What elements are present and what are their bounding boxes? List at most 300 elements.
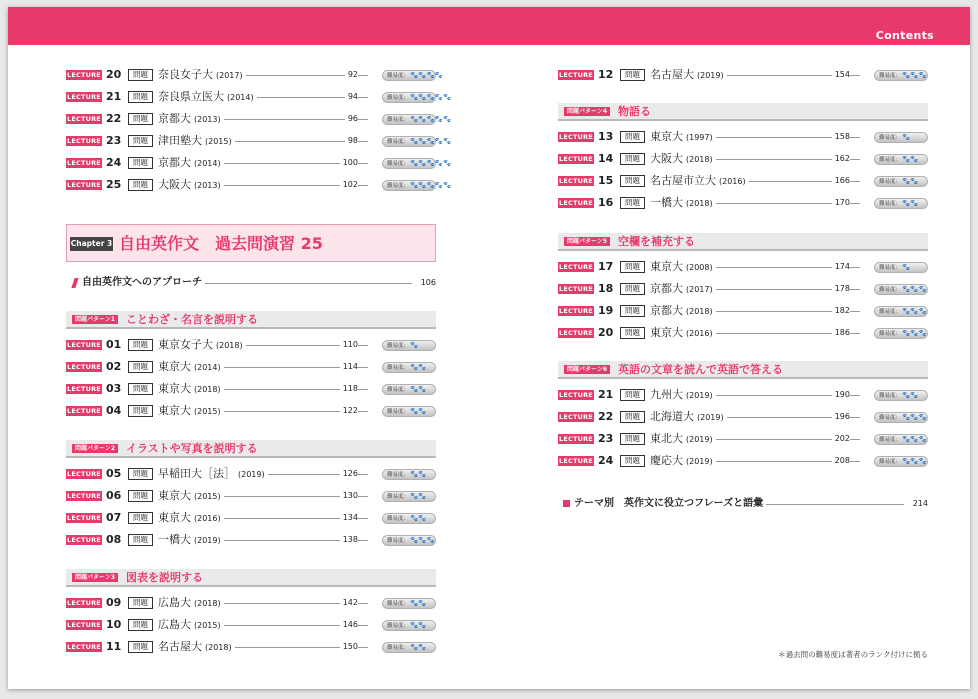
difficulty-badge <box>382 362 436 373</box>
lecture-number: 25 <box>106 178 122 191</box>
school-name-wrap <box>158 639 235 656</box>
school-name-wrap <box>650 409 727 426</box>
lecture-row[interactable] <box>66 381 436 397</box>
difficulty-badge <box>874 176 928 187</box>
mondai-tag: 問題 <box>128 69 153 81</box>
lecture-row[interactable] <box>558 151 928 167</box>
mondai-tag: 問題 <box>620 175 645 187</box>
school-name-wrap <box>158 89 257 106</box>
lecture-tag: LECTURE <box>559 177 593 185</box>
page-number: 94 <box>345 89 358 105</box>
school-name: 大阪大 <box>650 152 683 165</box>
paw-icon: 🐾🐾🐾 <box>902 413 927 421</box>
lecture-row[interactable] <box>558 325 928 341</box>
lecture-row[interactable] <box>66 133 452 149</box>
lecture-row[interactable] <box>558 195 928 211</box>
mondai-tag: 問題 <box>620 433 645 445</box>
footnote: ＊過去問の難易度は著者のランク付けに拠る <box>778 650 928 659</box>
paw-icon: 🐾🐾🐾 <box>902 329 927 337</box>
paw-icon: 🐾🐾🐾🐾🐾 <box>410 137 452 145</box>
lecture-tag: LECTURE <box>67 643 101 651</box>
difficulty-label: 難易度： <box>387 139 410 145</box>
difficulty-badge <box>382 513 436 524</box>
lecture-row[interactable] <box>66 466 436 482</box>
school-name: 広島大 <box>158 618 191 631</box>
paw-icon: 🐾🐾🐾🐾🐾 <box>410 181 452 189</box>
school-name-wrap <box>158 381 224 398</box>
lecture-tag: LECTURE <box>559 133 593 141</box>
exam-year: (2018) <box>686 155 713 164</box>
difficulty-label: 難易度： <box>387 117 410 123</box>
lecture-row[interactable] <box>66 595 436 611</box>
difficulty-label: 難易度： <box>879 179 902 185</box>
exam-year: (2018) <box>205 643 232 652</box>
header-title: Contents <box>875 29 934 42</box>
mondai-tag: 問題 <box>128 157 153 169</box>
difficulty-badge <box>874 306 928 317</box>
mondai-tag: 問題 <box>620 411 645 423</box>
mondai-tag: 問題 <box>128 91 153 103</box>
paw-icon: 🐾🐾🐾 <box>410 536 435 544</box>
difficulty-label: 難易度： <box>387 472 410 478</box>
lecture-tag: LECTURE <box>67 115 101 123</box>
difficulty-badge <box>382 136 452 147</box>
mondai-tag: 問題 <box>128 619 153 631</box>
lecture-row[interactable] <box>558 281 928 297</box>
school-name-wrap <box>158 617 224 634</box>
mondai-tag: 問題 <box>128 383 153 395</box>
pattern-tag: 問題パターン5 <box>564 237 610 246</box>
lecture-row[interactable] <box>558 409 928 425</box>
paw-icon: 🐾🐾🐾🐾 <box>410 71 444 79</box>
pattern-header <box>66 569 436 587</box>
school-name: 東京女子大 <box>158 338 213 351</box>
page-number: 96 <box>345 111 358 127</box>
chapter-banner <box>66 224 436 262</box>
page-number: 182 <box>832 303 850 319</box>
page-number: 158 <box>832 129 850 145</box>
paw-icon: 🐾🐾 <box>902 391 919 399</box>
mondai-tag: 問題 <box>128 490 153 502</box>
pattern-tag: 問題パターン2 <box>72 444 118 453</box>
lecture-row[interactable] <box>66 67 444 83</box>
mondai-tag: 問題 <box>620 283 645 295</box>
school-name-wrap <box>158 155 224 172</box>
lecture-number: 15 <box>598 174 614 187</box>
lecture-tag: LECTURE <box>67 363 101 371</box>
school-name: 慶応大 <box>650 454 683 467</box>
exam-year: (2015) <box>194 621 221 630</box>
lecture-row[interactable] <box>558 431 928 447</box>
paw-icon: 🐾🐾🐾🐾🐾 <box>410 93 452 101</box>
school-name: 京都大 <box>158 156 191 169</box>
school-name: 京都大 <box>650 304 683 317</box>
lecture-row[interactable] <box>558 173 928 189</box>
school-name-wrap <box>650 281 716 298</box>
paw-icon: 🐾🐾🐾 <box>902 457 927 465</box>
difficulty-label: 難易度： <box>387 601 410 607</box>
page-number: 110 <box>340 337 358 353</box>
pattern-title: イラストや写真を説明する <box>126 442 258 455</box>
paw-icon: 🐾🐾 <box>410 363 427 371</box>
exam-year: (2016) <box>686 329 713 338</box>
paw-icon: 🐾🐾 <box>410 492 427 500</box>
mondai-tag: 問題 <box>620 455 645 467</box>
difficulty-label: 難易度： <box>879 287 902 293</box>
lecture-number: 21 <box>598 388 614 401</box>
difficulty-badge <box>874 154 928 165</box>
lecture-number: 16 <box>598 196 614 209</box>
page-number: 154 <box>832 67 850 83</box>
theme-entry[interactable] <box>558 496 928 512</box>
pattern-tag: 問題パターン4 <box>564 107 610 116</box>
chapter-title: 自由英作文 過去問演習 25 <box>119 234 323 253</box>
mondai-tag: 問題 <box>620 153 645 165</box>
school-name: 名古屋大 <box>158 640 202 653</box>
lecture-tag: LECTURE <box>67 159 101 167</box>
lecture-tag: LECTURE <box>559 391 593 399</box>
exam-year: (2017) <box>686 285 713 294</box>
lecture-row[interactable] <box>558 129 928 145</box>
paw-icon: 🐾🐾 <box>902 199 919 207</box>
lecture-number: 18 <box>598 282 614 295</box>
mondai-tag: 問題 <box>620 69 645 81</box>
lecture-number: 05 <box>106 467 122 480</box>
school-name-wrap <box>650 259 716 276</box>
lecture-number: 10 <box>106 618 122 631</box>
difficulty-label: 難易度： <box>879 437 902 443</box>
difficulty-badge <box>874 70 928 81</box>
exam-year: (1997) <box>686 133 713 142</box>
school-name: 東京大 <box>158 511 191 524</box>
lecture-number: 14 <box>598 152 614 165</box>
lecture-number: 23 <box>106 134 122 147</box>
lecture-tag: LECTURE <box>559 285 593 293</box>
difficulty-label: 難易度： <box>387 183 410 189</box>
paw-icon: 🐾 <box>410 341 419 349</box>
difficulty-badge <box>382 620 436 631</box>
difficulty-badge <box>874 132 928 143</box>
school-name: 東北大 <box>650 432 683 445</box>
pattern-header <box>66 440 436 458</box>
square-bullet-icon <box>563 500 570 507</box>
theme-page: 214 <box>910 496 928 512</box>
lecture-row[interactable] <box>66 177 452 193</box>
paw-icon: 🐾🐾 <box>902 155 919 163</box>
lecture-row[interactable] <box>66 617 436 633</box>
pattern-title: 物語る <box>618 105 651 118</box>
school-name: 奈良女子大 <box>158 68 213 81</box>
school-name-wrap <box>158 133 235 150</box>
lecture-tag: LECTURE <box>559 307 593 315</box>
difficulty-label: 難易度： <box>387 95 410 101</box>
school-name-wrap <box>650 431 716 448</box>
paw-icon: 🐾🐾 <box>410 407 427 415</box>
difficulty-label: 難易度： <box>387 623 410 629</box>
mondai-tag: 問題 <box>128 641 153 653</box>
page-number: 202 <box>832 431 850 447</box>
exam-year: (2016) <box>194 514 221 523</box>
lecture-tag: LECTURE <box>67 181 101 189</box>
school-name: 大阪大 <box>158 178 191 191</box>
page-number: 130 <box>340 488 358 504</box>
exam-year: (2015) <box>194 492 221 501</box>
school-name-wrap <box>158 403 224 420</box>
lecture-number: 17 <box>598 260 614 273</box>
difficulty-label: 難易度： <box>387 387 410 393</box>
difficulty-label: 難易度： <box>879 157 902 163</box>
school-name: 東京大 <box>650 260 683 273</box>
paw-icon: 🐾🐾 <box>410 470 427 478</box>
mondai-tag: 問題 <box>620 261 645 273</box>
exam-year: (2018) <box>194 599 221 608</box>
approach-entry[interactable] <box>66 275 436 291</box>
paw-icon: 🐾🐾🐾🐾🐾 <box>410 159 452 167</box>
paw-icon: 🐾 <box>902 133 911 141</box>
school-name: 津田塾大 <box>158 134 202 147</box>
page-number: 102 <box>340 177 358 193</box>
lecture-tag: LECTURE <box>67 621 101 629</box>
difficulty-badge <box>874 198 928 209</box>
mondai-tag: 問題 <box>128 597 153 609</box>
lecture-row[interactable] <box>558 67 928 83</box>
difficulty-label: 難易度： <box>387 343 410 349</box>
difficulty-badge <box>382 406 436 417</box>
lecture-number: 03 <box>106 382 122 395</box>
lecture-row[interactable] <box>66 337 436 353</box>
lecture-row[interactable] <box>558 453 928 469</box>
pencil-icon <box>71 278 78 288</box>
lecture-number: 20 <box>598 326 614 339</box>
exam-year: (2019) <box>194 536 221 545</box>
school-name: 北海道大 <box>650 410 694 423</box>
lecture-number: 09 <box>106 596 122 609</box>
paw-icon: 🐾🐾 <box>902 177 919 185</box>
school-name-wrap <box>158 337 246 354</box>
page-number: 166 <box>832 173 850 189</box>
lecture-tag: LECTURE <box>67 385 101 393</box>
exam-year: (2013) <box>194 181 221 190</box>
school-name: 東京大 <box>650 326 683 339</box>
paw-icon: 🐾🐾 <box>410 643 427 651</box>
difficulty-label: 難易度： <box>387 409 410 415</box>
difficulty-badge <box>382 158 452 169</box>
difficulty-badge <box>382 491 436 502</box>
page-number: 134 <box>340 510 358 526</box>
school-name-wrap <box>158 466 268 483</box>
lecture-tag: LECTURE <box>559 263 593 271</box>
lecture-row[interactable] <box>66 639 436 655</box>
exam-year: (2014) <box>227 93 254 102</box>
difficulty-badge <box>382 340 436 351</box>
mondai-tag: 問題 <box>128 339 153 351</box>
exam-year: (2018) <box>194 385 221 394</box>
lecture-tag: LECTURE <box>67 514 101 522</box>
paw-icon: 🐾🐾🐾 <box>902 285 927 293</box>
school-name: 奈良県立医大 <box>158 90 224 103</box>
pattern-header <box>558 361 928 379</box>
lecture-tag: LECTURE <box>559 71 593 79</box>
school-name: 早稲田大［法］ <box>158 467 235 480</box>
page-number: 100 <box>340 155 358 171</box>
pattern-tag: 問題パターン1 <box>72 315 118 324</box>
lecture-row[interactable] <box>558 303 928 319</box>
school-name-wrap <box>650 173 749 190</box>
exam-year: (2014) <box>194 363 221 372</box>
school-name: 広島大 <box>158 596 191 609</box>
pattern-tag: 問題パターン6 <box>564 365 610 374</box>
lecture-tag: LECTURE <box>67 407 101 415</box>
lecture-row[interactable] <box>66 111 452 127</box>
school-name: 東京大 <box>650 130 683 143</box>
paw-icon: 🐾🐾 <box>410 599 427 607</box>
school-name-wrap <box>650 151 716 168</box>
theme-title: テーマ別 英作文に役立つフレーズと語彙 <box>574 496 766 512</box>
lecture-tag: LECTURE <box>67 137 101 145</box>
mondai-tag: 問題 <box>128 361 153 373</box>
lecture-number: 06 <box>106 489 122 502</box>
pattern-header <box>558 103 928 121</box>
page-number: 170 <box>832 195 850 211</box>
page-number: 186 <box>832 325 850 341</box>
school-name-wrap <box>650 195 716 212</box>
difficulty-badge <box>382 469 436 480</box>
lecture-number: 08 <box>106 533 122 546</box>
difficulty-label: 難易度： <box>387 365 410 371</box>
exam-year: (2019) <box>238 470 265 479</box>
approach-page: 106 <box>418 275 436 291</box>
lecture-row[interactable] <box>558 259 928 275</box>
lecture-row[interactable] <box>66 155 452 171</box>
lecture-number: 04 <box>106 404 122 417</box>
mondai-tag: 問題 <box>128 405 153 417</box>
school-name-wrap <box>158 532 224 549</box>
lecture-tag: LECTURE <box>67 341 101 349</box>
difficulty-label: 難易度： <box>879 331 902 337</box>
lecture-tag: LECTURE <box>559 457 593 465</box>
school-name: 名古屋大 <box>650 68 694 81</box>
difficulty-label: 難易度： <box>387 73 410 79</box>
paw-icon: 🐾🐾🐾🐾🐾 <box>410 115 452 123</box>
difficulty-label: 難易度： <box>879 201 902 207</box>
lecture-number: 22 <box>106 112 122 125</box>
difficulty-badge <box>382 114 452 125</box>
difficulty-badge <box>382 92 452 103</box>
pattern-title: ことわざ・名言を説明する <box>126 313 258 326</box>
exam-year: (2014) <box>194 159 221 168</box>
difficulty-badge <box>382 642 436 653</box>
difficulty-badge <box>874 412 928 423</box>
lecture-number: 02 <box>106 360 122 373</box>
school-name: 東京大 <box>158 489 191 502</box>
school-name-wrap <box>650 387 716 404</box>
lecture-number: 01 <box>106 338 122 351</box>
school-name-wrap <box>158 177 224 194</box>
difficulty-badge <box>382 535 436 546</box>
page-number: 150 <box>340 639 358 655</box>
lecture-row[interactable] <box>66 510 436 526</box>
exam-year: (2018) <box>686 199 713 208</box>
pattern-header <box>558 233 928 251</box>
exam-year: (2017) <box>216 71 243 80</box>
page-number: 92 <box>345 67 358 83</box>
page-number: 190 <box>832 387 850 403</box>
school-name-wrap <box>158 595 224 612</box>
mondai-tag: 問題 <box>128 468 153 480</box>
mondai-tag: 問題 <box>620 131 645 143</box>
lecture-row[interactable] <box>558 387 928 403</box>
difficulty-label: 難易度： <box>879 415 902 421</box>
exam-year: (2018) <box>686 307 713 316</box>
paw-icon: 🐾🐾 <box>410 514 427 522</box>
difficulty-badge <box>874 434 928 445</box>
paw-icon: 🐾🐾🐾 <box>902 435 927 443</box>
approach-title: 自由英作文へのアプローチ <box>82 275 205 291</box>
mondai-tag: 問題 <box>620 389 645 401</box>
lecture-row[interactable] <box>66 359 436 375</box>
mondai-tag: 問題 <box>128 135 153 147</box>
pattern-title: 空欄を補充する <box>618 235 695 248</box>
difficulty-label: 難易度： <box>879 265 902 271</box>
exam-year: (2019) <box>686 435 713 444</box>
lecture-row[interactable] <box>66 488 436 504</box>
lecture-row[interactable] <box>66 403 436 419</box>
school-name: 京都大 <box>650 282 683 295</box>
lecture-row[interactable] <box>66 532 436 548</box>
exam-year: (2019) <box>686 457 713 466</box>
difficulty-label: 難易度： <box>879 135 902 141</box>
page-number: 146 <box>340 617 358 633</box>
pattern-tag: 問題パターン3 <box>72 573 118 582</box>
lecture-number: 11 <box>106 640 122 653</box>
difficulty-label: 難易度： <box>387 538 410 544</box>
page-number: 142 <box>340 595 358 611</box>
lecture-tag: LECTURE <box>67 492 101 500</box>
lecture-number: 24 <box>598 454 614 467</box>
mondai-tag: 問題 <box>128 512 153 524</box>
difficulty-label: 難易度： <box>879 459 902 465</box>
lecture-tag: LECTURE <box>559 435 593 443</box>
page-number: 126 <box>340 466 358 482</box>
paw-icon: 🐾🐾 <box>410 621 427 629</box>
difficulty-label: 難易度： <box>387 494 410 500</box>
difficulty-badge <box>382 598 436 609</box>
exam-year: (2015) <box>205 137 232 146</box>
chapter-tag: Chapter 3 <box>70 237 113 251</box>
lecture-tag: LECTURE <box>67 470 101 478</box>
lecture-tag: LECTURE <box>559 199 593 207</box>
school-name: 一橋大 <box>158 533 191 546</box>
page-number: 196 <box>832 409 850 425</box>
mondai-tag: 問題 <box>620 305 645 317</box>
header-bar <box>8 7 970 45</box>
difficulty-badge <box>382 70 444 81</box>
school-name: 京都大 <box>158 112 191 125</box>
difficulty-badge <box>874 456 928 467</box>
difficulty-badge <box>382 384 436 395</box>
paw-icon: 🐾🐾🐾 <box>902 307 927 315</box>
lecture-tag: LECTURE <box>67 93 101 101</box>
lecture-row[interactable] <box>66 89 452 105</box>
school-name: 一橋大 <box>650 196 683 209</box>
page-number: 162 <box>832 151 850 167</box>
page-number: 174 <box>832 259 850 275</box>
exam-year: (2013) <box>194 115 221 124</box>
difficulty-label: 難易度： <box>387 645 410 651</box>
lecture-number: 20 <box>106 68 122 81</box>
school-name-wrap <box>158 111 224 128</box>
exam-year: (2019) <box>697 71 724 80</box>
